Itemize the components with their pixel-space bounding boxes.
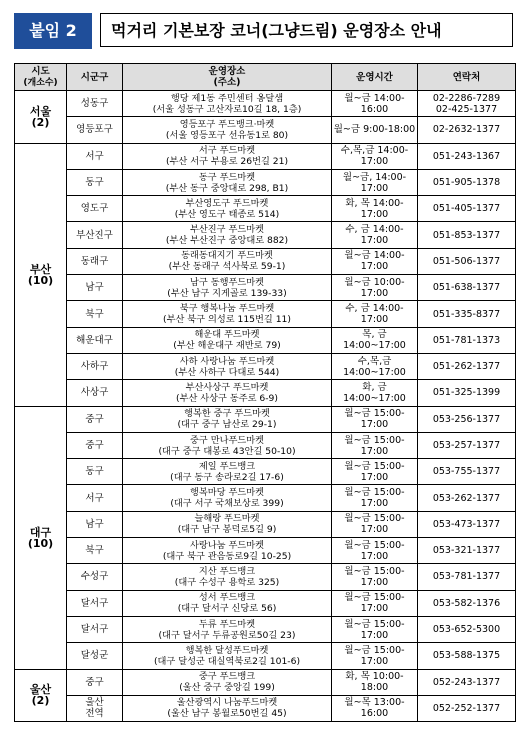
contact-cell [418,248,516,274]
place-cell [123,485,332,511]
place-name: 중구 만나푸드마켓 [190,434,264,446]
hours-cell: 수,목,금 14:00-17:00 [332,143,418,169]
place-address: (부산 해운대구 재반로 79) [173,340,281,352]
place-cell [123,196,332,222]
phone-number: 051-262-1377 [432,361,501,373]
place-address: (부산 동래구 석사북로 59-1) [168,261,286,273]
district-name: 서구 [85,492,104,504]
place-cell [123,353,332,379]
contact-cell [418,590,516,616]
place-cell [123,380,332,406]
contact-cell [418,222,516,248]
phone-number: 051-405-1377 [432,203,501,215]
place-name: 부산사상구 푸드마켓 [185,381,269,393]
phone-number: 053-473-1377 [432,518,501,530]
hours-cell: 월~금 15:00-17:00 [332,432,418,458]
table-row [15,406,516,432]
contact-cell [418,406,516,432]
place-address: (대구 수성구 용학로 325) [174,576,280,588]
phone-number: 051-853-1377 [432,229,501,241]
hours-cell: 화, 목 10:00-18:00 [332,669,418,695]
district-name: 동구 [85,177,104,189]
place-name: 해운대 푸드마켓 [194,329,260,341]
place-address: (대구 중구 남산로 29-1) [177,419,277,431]
place-name: 행복마당 푸드마켓 [190,487,264,499]
phone-number: 02-2286-7289 [432,92,501,104]
place-name: 사하 사랑나눔 푸드마켓 [179,355,275,367]
hours-cell: 월~금 15:00-17:00 [332,406,418,432]
place-name: 중구 푸드뱅크 [198,671,256,683]
district-name: 북구 [85,308,104,320]
place-address: (부산 부산진구 중앙대로 882) [165,235,289,247]
phone-number: 051-781-1373 [432,334,501,346]
place-name: 행복한 중구 푸드마켓 [184,408,270,420]
place-cell [123,117,332,143]
table-row [15,301,516,327]
city-count: (2) [31,115,50,129]
hours-cell: 월~금 14:00-16:00 [332,91,418,117]
district-name: 부산진구 [76,229,113,241]
hours-cell: 월~금 15:00-17:00 [332,590,418,616]
district-name-line2: 전역 [85,708,104,720]
place-cell [123,301,332,327]
place-cell [123,432,332,458]
district-cell [67,590,123,616]
phone-number: 051-335-8377 [432,308,501,320]
column-header-hours: 운영시간 [332,64,418,91]
column-header-contact: 연락처 [418,64,516,91]
place-address: (부산 동구 중앙대로 298, B1) [165,182,289,194]
place-address: (부산 영도구 태종로 514) [174,208,280,220]
district-cell [67,511,123,537]
district-name: 동구 [85,466,104,478]
table-row [15,643,516,669]
place-name: 동래동대지기 푸드마켓 [181,250,273,262]
place-name: 행당 제1동 주민센터 옹달샘 [170,92,284,104]
district-cell [67,564,123,590]
hours-cell: 월~금 14:00-17:00 [332,248,418,274]
phone-number: 053-262-1377 [432,492,501,504]
table-row [15,695,516,721]
table-row [15,169,516,195]
place-cell [123,91,332,117]
phone-number: 051-506-1377 [432,255,501,267]
hours-cell: 월~금 15:00-17:00 [332,643,418,669]
phone-number: 052-252-1377 [432,702,501,714]
hours-cell: 월~금 15:00-17:00 [332,538,418,564]
district-name: 서구 [85,150,104,162]
place-address: (서울 영등포구 선유동1로 80) [165,129,289,141]
table-row [15,91,516,117]
contact-cell [418,380,516,406]
contact-cell [418,538,516,564]
hours-cell: 월~금 10:00-17:00 [332,275,418,301]
place-name: 부산진구 푸드마켓 [190,224,264,236]
place-name: 행복한 달성푸드마켓 [185,644,269,656]
place-name: 동구 푸드마켓 [198,171,256,183]
table-row [15,353,516,379]
contact-cell [418,117,516,143]
contact-cell [418,695,516,721]
table-row [15,459,516,485]
hours-cell: 월~금 15:00-17:00 [332,511,418,537]
place-name: 북구 행복나눔 푸드마켓 [179,303,275,315]
table-row [15,669,516,695]
place-cell [123,590,332,616]
contact-cell [418,564,516,590]
contact-cell [418,353,516,379]
contact-cell [418,485,516,511]
place-address: (대구 동구 송라로2길 17-6) [170,471,284,483]
hours-cell: 화, 목 14:00-17:00 [332,196,418,222]
place-address: (울산 남구 봉월로50번길 45) [167,708,287,720]
place-name: 두류 푸드마켓 [198,618,256,630]
hours-cell: 목, 금 14:00~17:00 [332,327,418,353]
phone-number: 053-257-1377 [432,440,501,451]
phone-number: 051-243-1367 [432,150,501,162]
place-name: 지산 푸드뱅크 [198,565,256,577]
column-header-city: 시도 (개소수) [15,64,67,91]
table-row [15,432,516,458]
hours-cell: 수, 금 14:00-17:00 [332,222,418,248]
phone-number: 02-2632-1377 [432,124,501,136]
city-name: 부산 [29,262,52,276]
table-row [15,538,516,564]
phone-number: 052-243-1377 [432,676,501,688]
district-cell [67,485,123,511]
contact-cell [418,196,516,222]
phone-number: 053-256-1377 [432,413,501,425]
contact-cell [418,327,516,353]
place-name: 성서 푸드뱅크 [198,592,256,604]
table-row [15,590,516,616]
phone-number: 053-588-1375 [432,650,501,662]
district-cell [67,143,123,169]
place-address: (부산 남구 지게골로 139-33) [167,287,287,299]
table-header-row [15,64,516,91]
place-address: (부산 사하구 다대로 544) [174,366,280,378]
city-cell [15,91,67,144]
district-name: 해운대구 [76,334,113,346]
place-name: 늘해랑 푸드마켓 [194,513,260,525]
place-name: 영등포구 푸드뱅크·마켓 [179,118,275,130]
place-cell [123,564,332,590]
place-name: 사랑나눔 푸드마켓 [190,539,264,551]
district-name: 달서구 [80,624,109,636]
district-name: 남구 [85,282,104,294]
place-cell [123,459,332,485]
district-cell [67,117,123,143]
table-row [15,327,516,353]
district-cell [67,196,123,222]
city-name: 서울 [29,104,52,118]
table-row [15,485,516,511]
district-name: 성동구 [80,98,109,110]
contact-cell [418,669,516,695]
city-count: (10) [27,536,54,550]
phone-number: 053-781-1377 [432,571,501,583]
city-name: 울산 [29,683,52,697]
hours-cell: 화, 금 14:00~17:00 [332,380,418,406]
district-cell [67,406,123,432]
place-cell [123,406,332,432]
place-address: (대구 서구 국채보상로 399) [170,498,284,510]
district-cell [67,616,123,642]
city-cell [15,406,67,669]
district-name: 동래구 [80,255,109,267]
hours-cell: 월~금 15:00-17:00 [332,616,418,642]
phone-number-secondary: 02-425-1377 [435,103,498,115]
district-name: 남구 [85,518,104,530]
district-name: 달서구 [80,597,109,609]
district-name: 사하구 [80,361,109,373]
city-name: 대구 [29,525,52,539]
phone-number: 051-638-1377 [432,282,501,294]
district-cell [67,353,123,379]
hours-cell: 월~금 9:00-18:00 [332,117,418,143]
contact-cell [418,511,516,537]
table-row [15,511,516,537]
hours-cell: 월~목 13:00-16:00 [332,695,418,721]
place-address: (부산 사상구 동주로 6-9) [176,392,278,404]
district-cell [67,380,123,406]
column-header-district: 시군구 [67,64,123,91]
hours-cell: 월~금 15:00-17:00 [332,564,418,590]
table-row [15,380,516,406]
district-cell [67,301,123,327]
place-name: 서구 푸드마켓 [198,145,256,157]
place-address: (대구 남구 봉덕로5길 9) [177,524,277,536]
column-header-place: 운영장소 (주소) [123,64,332,91]
contact-cell [418,459,516,485]
district-name: 수성구 [80,571,109,583]
contact-cell [418,616,516,642]
place-name: 제일 푸드뱅크 [198,460,256,472]
hours-cell: 수, 금 14:00-17:00 [332,301,418,327]
phone-number: 053-652-5300 [432,624,501,636]
district-name: 사상구 [80,387,109,399]
place-cell [123,538,332,564]
phone-number: 053-582-1376 [432,597,501,609]
place-cell [123,511,332,537]
place-cell [123,695,332,721]
place-address: (부산 북구 의성로 115번길 11) [163,314,291,326]
place-address: (대구 북구 관음동로9길 10-25) [162,550,292,562]
location-table [14,63,516,722]
contact-cell [418,169,516,195]
district-name: 중구 [85,413,104,425]
district-name: 북구 [85,545,104,557]
contact-cell [418,301,516,327]
place-cell [123,275,332,301]
place-name: 울산광역시 나눔푸드마켓 [176,697,278,709]
hours-cell: 수,목,금 14:00~17:00 [332,353,418,379]
place-address: (대구 달성군 대실역북로2길 101-6) [153,655,301,667]
contact-cell [418,91,516,117]
place-cell [123,222,332,248]
place-address: (서울 성동구 고산자로10길 18, 1층) [152,103,302,115]
district-cell [67,327,123,353]
contact-cell [418,275,516,301]
district-cell [67,538,123,564]
city-count: (10) [27,273,54,287]
district-cell [67,248,123,274]
city-count: (2) [31,694,50,708]
place-cell [123,248,332,274]
header [14,13,515,49]
table-row [15,275,516,301]
district-cell [67,275,123,301]
city-cell [15,143,67,406]
contact-cell [418,143,516,169]
city-cell [15,669,67,722]
phone-number: 051-325-1399 [432,387,501,399]
place-name: 남구 동행푸드마켓 [190,276,264,288]
hours-cell: 월~금, 14:00-17:00 [332,169,418,195]
place-cell [123,143,332,169]
district-cell [67,222,123,248]
attachment-badge: 붙임 2 [14,13,92,49]
district-cell [67,432,123,458]
district-cell [67,91,123,117]
place-address: (대구 달서구 두류공원로50길 23) [158,629,296,641]
district-cell [67,669,123,695]
phone-number: 053-755-1377 [432,466,501,478]
table-row [15,143,516,169]
table-row [15,564,516,590]
place-address: (부산 서구 부용로 26번길 21) [165,156,289,168]
place-address: (대구 달서구 신당로 56) [177,603,277,615]
district-name: 울산 [85,697,104,709]
district-name: 영등포구 [76,124,113,136]
district-cell [67,643,123,669]
contact-cell [418,432,516,458]
place-name: 부산영도구 푸드마켓 [185,197,269,209]
district-name: 달성군 [80,650,109,662]
district-name: 영도구 [80,203,109,215]
hours-cell: 월~금 15:00-17:00 [332,485,418,511]
table-row [15,222,516,248]
phone-number: 053-321-1377 [432,545,501,557]
table-row [15,248,516,274]
place-address: (울산 중구 중앙길 199) [179,682,275,694]
place-address: (대구 중구 대봉로 43안길 50-10) [158,445,296,457]
table-row [15,196,516,222]
table-row [15,616,516,642]
district-cell [67,169,123,195]
phone-number: 051-905-1378 [432,177,501,189]
place-cell [123,327,332,353]
place-cell [123,669,332,695]
table-row [15,117,516,143]
hours-cell: 월~금 15:00-17:00 [332,459,418,485]
place-cell [123,169,332,195]
district-name: 중구 [85,676,104,688]
district-name: 중구 [85,440,104,451]
district-cell [67,459,123,485]
page-title: 먹거리 기본보장 코너(그냥드림) 운영장소 안내 [100,13,513,47]
contact-cell [418,643,516,669]
place-cell [123,643,332,669]
place-cell [123,616,332,642]
district-cell [67,695,123,721]
